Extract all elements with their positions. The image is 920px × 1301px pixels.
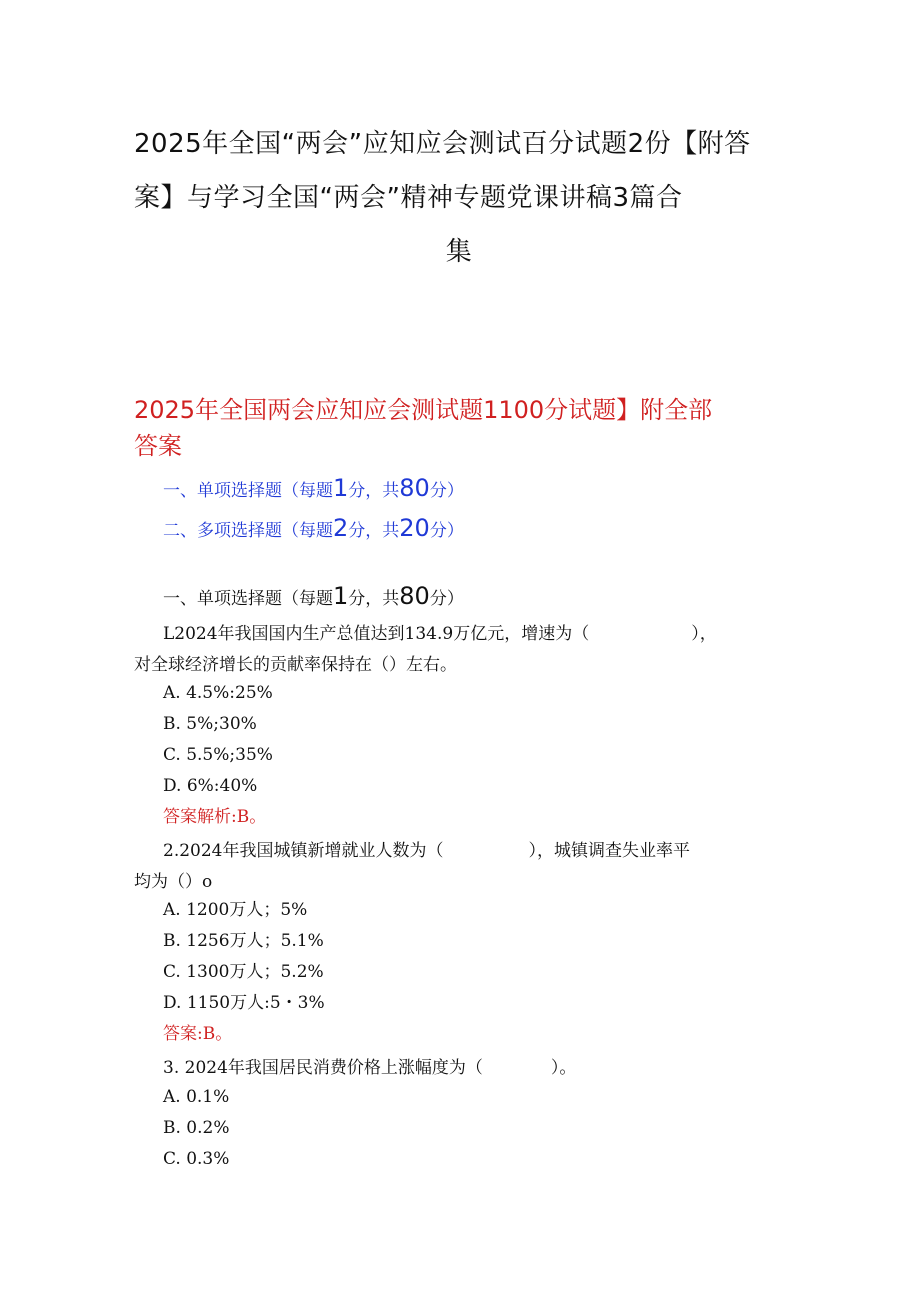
question-2-option-b: B. 1256万人；5.1% — [163, 931, 324, 951]
question-1-answer: 答案解析:B。 — [163, 807, 267, 827]
part-heading: 一、单项选择题（每题1分，共80分） — [163, 582, 464, 610]
question-2-option-d: D. 1150万人:5・3% — [163, 993, 325, 1013]
section-heading-line-2: 答案 — [134, 432, 182, 460]
question-1-option-b: B. 5%;30% — [163, 714, 257, 734]
question-3-stem: 3. 2024年我国居民消费价格上涨幅度为（ ）。 — [163, 1058, 577, 1078]
title-line-1: 2025年全国“两会”应知应会测试百分试题2份【附答 — [134, 129, 751, 159]
question-3-option-c: C. 0.3% — [163, 1149, 230, 1169]
question-2-stem: 2.2024年我国城镇新增就业人数为（ ），城镇调查失业率平 均为（）o — [134, 841, 690, 892]
section-heading — [134, 392, 794, 464]
question-2-answer: 答案:B。 — [163, 1024, 233, 1044]
question-1-option-a: A. 4.5%:25% — [163, 683, 273, 703]
document-title — [134, 117, 794, 279]
question-1-stem: L2024年我国国内生产总值达到134.9万亿元，增速为（ ）， 对全球经济增长的贡献率保持在（）左右。 — [134, 624, 717, 675]
toc-item-single-choice[interactable]: 一、单项选择题（每题1分，共80分） — [163, 474, 464, 502]
question-1-option-d: D. 6%:40% — [163, 776, 258, 796]
toc-item-multiple-choice[interactable]: 二、多项选择题（每题2分，共20分） — [163, 514, 464, 542]
title-line-2: 案】与学习全国“两会”精神专题党课讲稿3篇合 — [134, 183, 683, 213]
title-line-3: 集 — [445, 237, 473, 267]
question-2-option-c: C. 1300万人；5.2% — [163, 962, 324, 982]
question-2-option-a: A. 1200万人；5% — [163, 900, 308, 920]
question-3-option-a: A. 0.1% — [163, 1087, 230, 1107]
question-3-option-b: B. 0.2% — [163, 1118, 230, 1138]
section-heading-line-1: 2025年全国两会应知应会测试题1100分试题】附全部 — [134, 396, 713, 424]
question-1-option-c: C. 5.5%;35% — [163, 745, 273, 765]
